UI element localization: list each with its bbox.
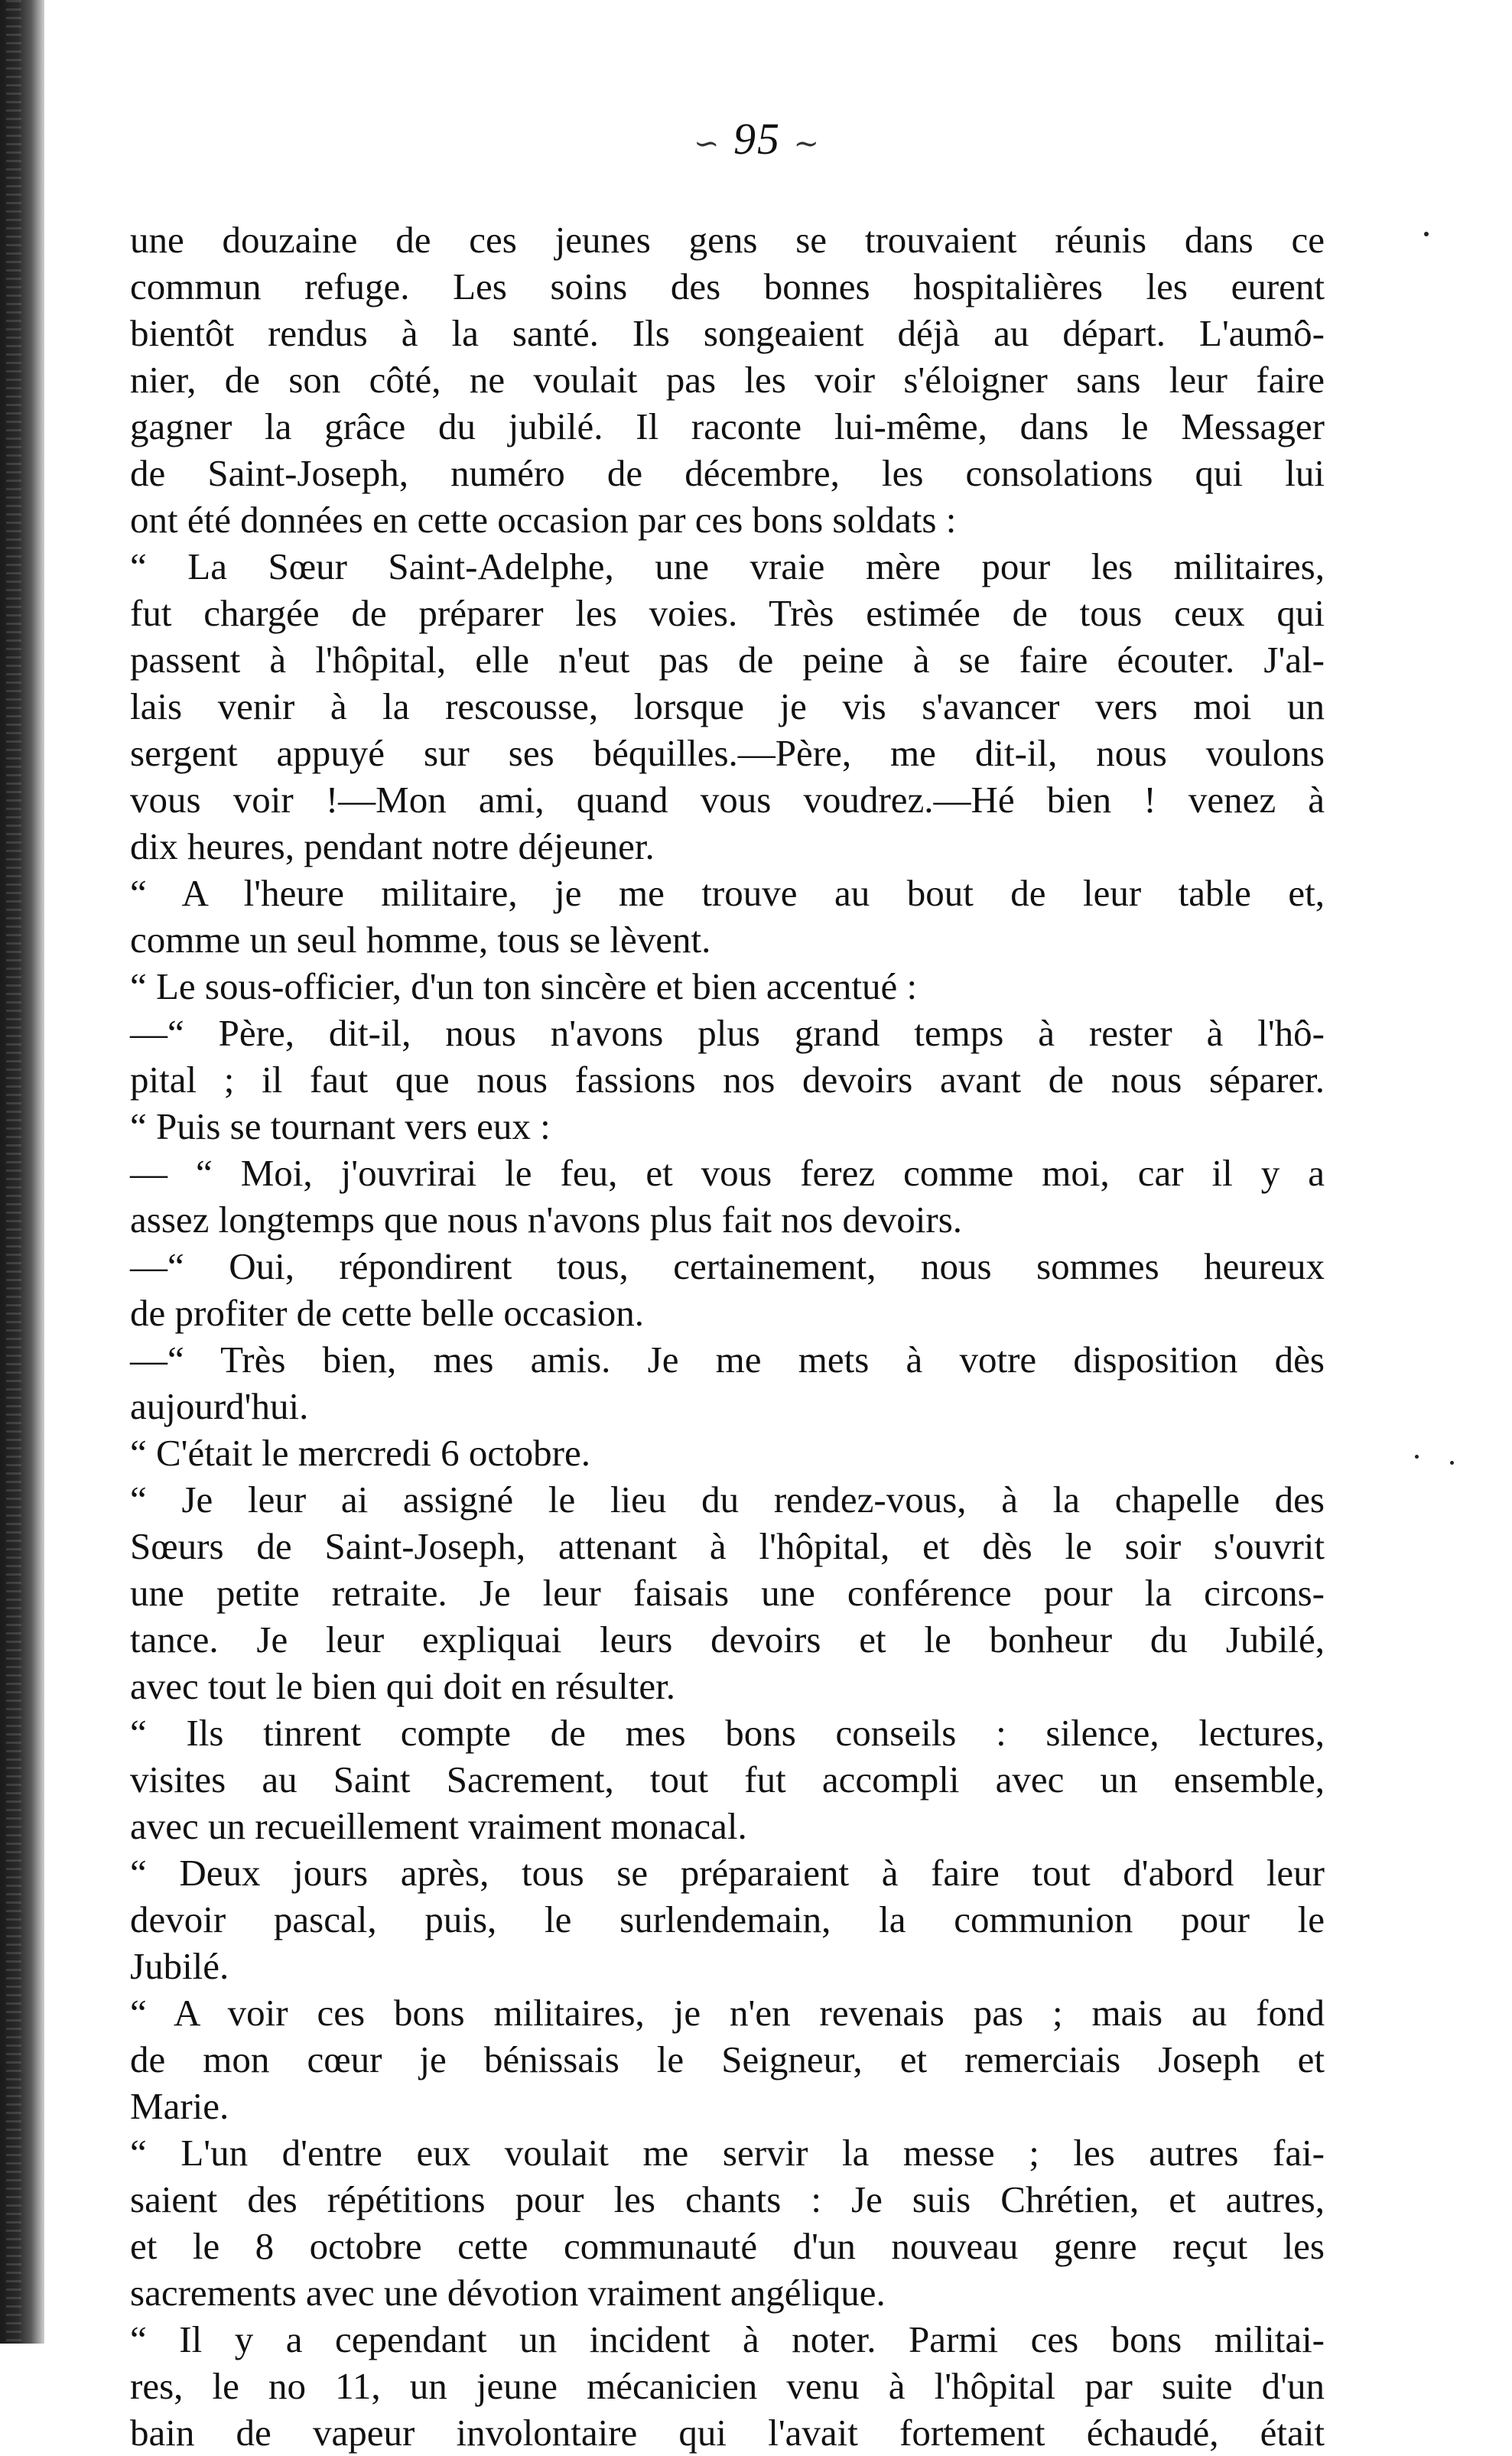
text-line: une petite retraite. Je leur faisais une conférence pour la circons-	[130, 1572, 1325, 1614]
text-line: aujourd'hui.	[130, 1385, 309, 1427]
text-line: tance. Je leur expliquai leurs devoirs et le bonheur du Jubilé,	[130, 1618, 1325, 1661]
text-line: Sœurs de Saint-Joseph, attenant à l'hôpital, et dès le soir s'ouvrit	[130, 1525, 1325, 1567]
text-line: saient des répétitions pour les chants : Je suis Chrétien, et autres,	[130, 2178, 1325, 2220]
book-binding-edge	[0, 0, 44, 2344]
text-line: “ Puis se tournant vers eux :	[130, 1105, 551, 1147]
text-line: et le 8 octobre cette communauté d'un nouveau genre reçut les	[130, 2225, 1325, 2267]
text-line: Marie.	[130, 2085, 229, 2127]
text-line: lais venir à la rescousse, lorsque je vis s'avancer vers moi un	[130, 685, 1325, 727]
text-line: assez longtemps que nous n'avons plus fait nos devoirs.	[130, 1199, 963, 1241]
text-line: Jubilé.	[130, 1945, 229, 1987]
text-line: —“ Oui, répondirent tous, certainement, nous sommes heureux	[130, 1245, 1325, 1287]
text-line: “ L'un d'entre eux voulait me servir la messe ; les autres fai-	[130, 2132, 1325, 2174]
text-line: “ Le sous-officier, d'un ton sincère et bien accentué :	[130, 965, 918, 1007]
text-line: —“ Père, dit-il, nous n'avons plus grand temps à rester à l'hô-	[130, 1012, 1325, 1054]
text-line: de mon cœur je bénissais le Seigneur, et remerciais Joseph et	[130, 2038, 1325, 2080]
text-line: de Saint-Joseph, numéro de décembre, les consolations qui lui	[130, 452, 1325, 494]
text-line: —“ Très bien, mes amis. Je me mets à votre disposition dès	[130, 1339, 1325, 1381]
text-line: commun refuge. Les soins des bonnes hospitalières les eurent	[130, 265, 1325, 307]
text-line: avec tout le bien qui doit en résulter.	[130, 1665, 676, 1707]
text-line: comme un seul homme, tous se lèvent.	[130, 919, 711, 961]
right-ornament-icon: ∼	[793, 126, 821, 161]
text-line: devoir pascal, puis, le surlendemain, la communion pour le	[130, 1898, 1325, 1940]
text-line: vous voir !—Mon ami, quand vous voudrez.—Hé bien ! venez à	[130, 779, 1325, 821]
ink-speck	[1415, 1455, 1419, 1459]
text-line: “ Il y a cependant un incident à noter. Parmi ces bons militai-	[130, 2318, 1325, 2360]
text-line: ont été données en cette occasion par ces bons soldats :	[130, 499, 957, 541]
left-ornament-icon: ∽	[693, 126, 721, 161]
text-line: sergent appuyé sur ses béquilles.—Père, me dit-il, nous voulons	[130, 732, 1325, 774]
text-line: “ C'était le mercredi 6 octobre.	[130, 1432, 590, 1474]
ink-speck	[1450, 1461, 1454, 1465]
page-number: 95	[733, 114, 781, 164]
text-line: “ La Sœur Saint-Adelphe, une vraie mère pour les militaires,	[130, 545, 1325, 587]
page-text-body	[130, 216, 1325, 2456]
text-line: pital ; il faut que nous fassions nos devoirs avant de nous séparer.	[130, 1059, 1325, 1101]
page-header	[642, 113, 872, 164]
text-line: “ A voir ces bons militaires, je n'en revenais pas ; mais au fond	[130, 1992, 1325, 2034]
text-line: nier, de son côté, ne voulait pas les voir s'éloigner sans leur faire	[130, 359, 1325, 401]
text-line: “ Deux jours après, tous se préparaient à faire tout d'abord leur	[130, 1852, 1325, 1894]
text-line: une douzaine de ces jeunes gens se trouvaient réunis dans ce	[130, 219, 1325, 261]
text-line: res, le no 11, un jeune mécanicien venu à l'hôpital par suite d'un	[130, 2365, 1325, 2407]
text-line: gagner la grâce du jubilé. Il raconte lui-même, dans le Messager	[130, 405, 1325, 447]
text-line: fut chargée de préparer les voies. Très estimée de tous ceux qui	[130, 592, 1325, 634]
text-line: bain de vapeur involontaire qui l'avait fortement échaudé, était	[130, 2412, 1325, 2454]
text-line: — “ Moi, j'ouvrirai le feu, et vous ferez comme moi, car il y a	[130, 1152, 1325, 1194]
text-line: de profiter de cette belle occasion.	[130, 1292, 645, 1334]
text-line: “ Je leur ai assigné le lieu du rendez-vous, à la chapelle des	[130, 1478, 1325, 1521]
ink-speck	[1424, 232, 1429, 236]
text-line: dix heures, pendant notre déjeuner.	[130, 825, 655, 867]
text-line: passent à l'hôpital, elle n'eut pas de peine à se faire écouter. J'al-	[130, 639, 1325, 681]
text-line: visites au Saint Sacrement, tout fut accompli avec un ensemble,	[130, 1758, 1325, 1801]
text-line: “ A l'heure militaire, je me trouve au bout de leur table et,	[130, 872, 1325, 914]
text-line: bientôt rendus à la santé. Ils songeaient déjà au départ. L'aumô-	[130, 312, 1325, 354]
text-line: sacrements avec une dévotion vraiment angélique.	[130, 2272, 886, 2314]
text-line: avec un recueillement vraiment monacal.	[130, 1805, 747, 1847]
text-line: “ Ils tinrent compte de mes bons conseils : silence, lectures,	[130, 1712, 1325, 1754]
